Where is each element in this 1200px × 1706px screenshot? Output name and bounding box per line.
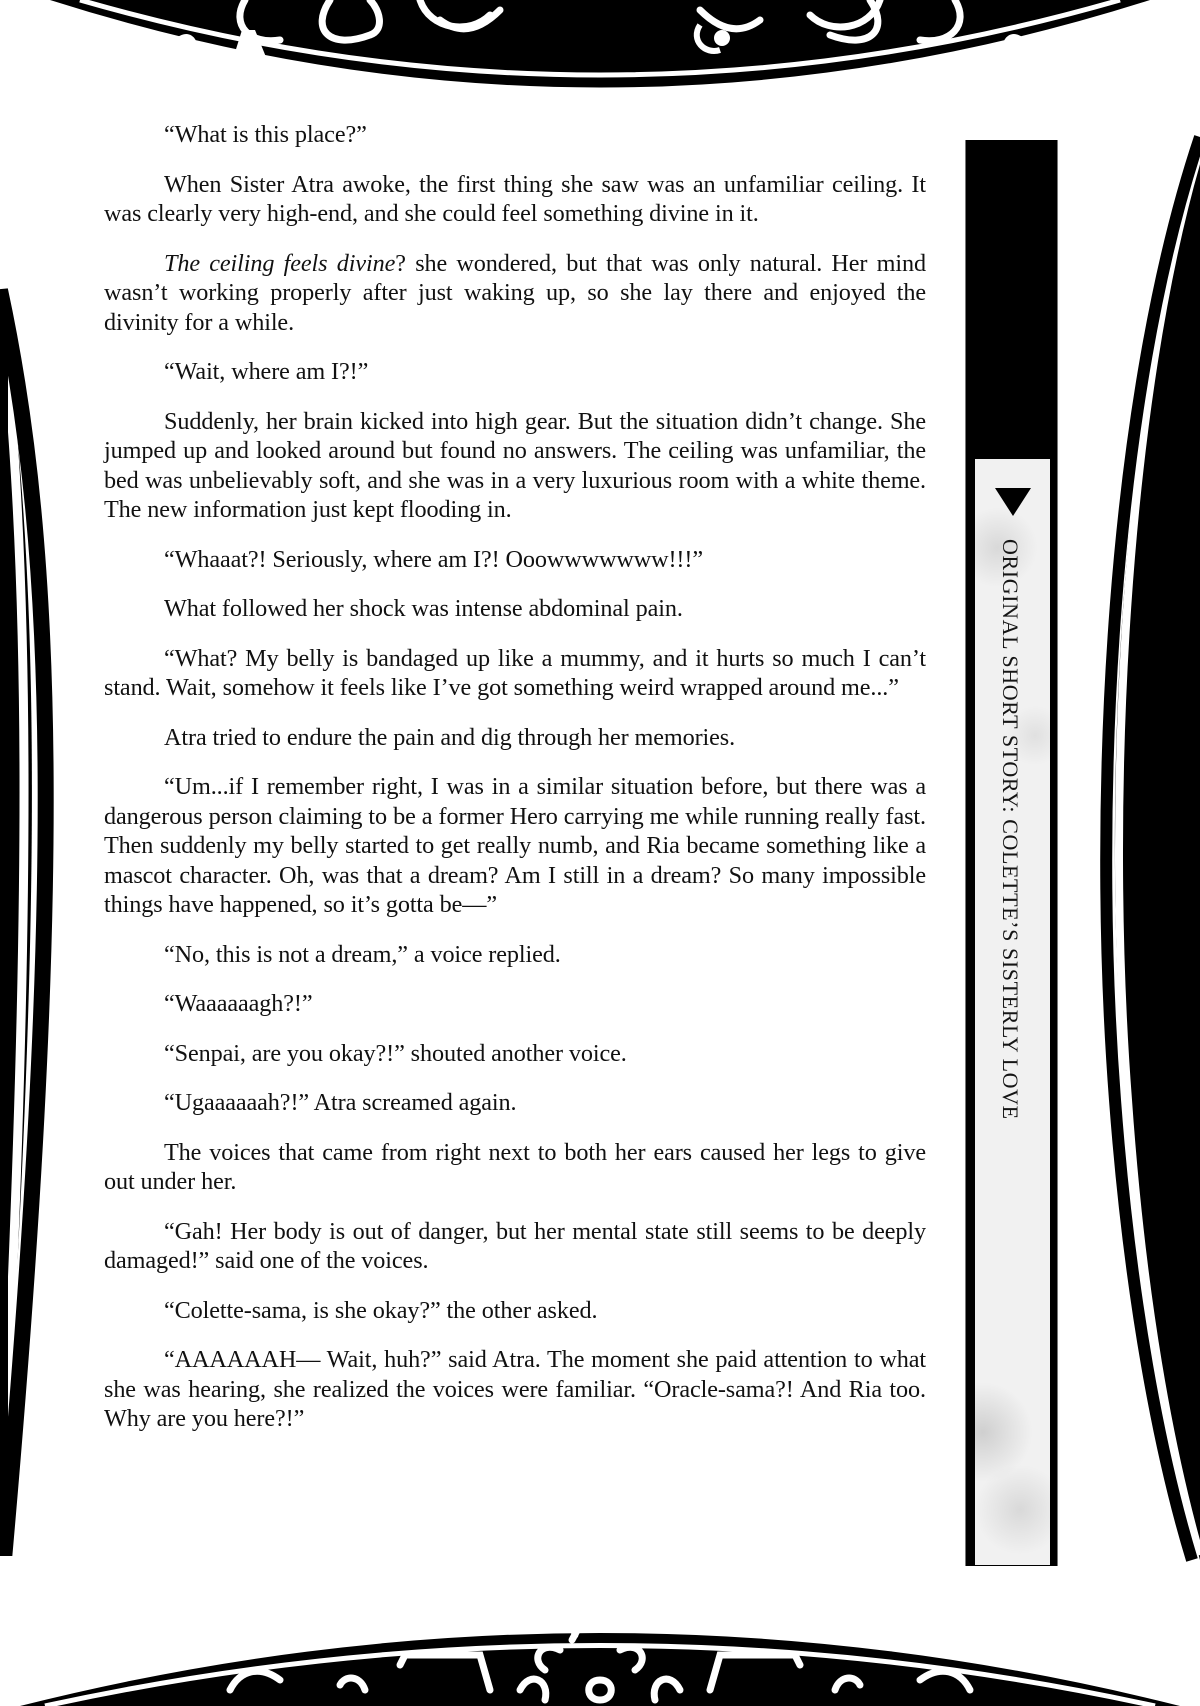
paragraph-4: “Wait, where am I?!” [164,358,369,385]
paragraph-12: “Waaaaaagh?!” [164,990,313,1017]
story-text-column [104,120,926,1454]
paragraph-13: “Senpai, are you okay?!” shouted another voice. [164,1039,627,1067]
paragraph-14: “Ugaaaaaah?!” Atra screamed again. [164,1089,517,1116]
down-triangle-icon [995,488,1031,516]
top-ornament-icon [50,0,1150,88]
left-border-arc-icon [0,290,46,1548]
paragraph-9: Atra tried to endure the pain and dig through her memories. [164,723,736,751]
paragraph-15: The voices that came from right next to both her ears caused her legs to give out under her. [104,1138,926,1195]
paragraph-3 [104,249,926,338]
bottom-ornament-icon [20,1610,1180,1706]
chapter-label-panel [975,459,1050,1565]
italic-thought: The ceiling feels divine [164,249,396,277]
paragraph-6: “Whaaat?! Seriously, where am I?! Ooowwwwwww!!!” [164,545,703,573]
paragraph-16: “Gah! Her body is out of danger, but her mental state still seems to be deeply damaged!” said one of the voices. [104,1217,926,1274]
paragraph-3-rest: ? she wondered, but that was only natural. Her mind wasn’t working properly after just waking up, so she lay there and enjoyed the divinity for a while. [104,249,926,336]
paragraph-7: What followed her shock was intense abdominal pain. [164,595,683,622]
paragraph-18: “AAAAAAH— Wait, huh?” said Atra. The moment she paid attention to what she was hearing, she realized the voices were familiar. “Oracle-sama?! And Ria too. Why are you here?!” [104,1346,926,1432]
chapter-side-tab [965,140,1058,1566]
paragraph-11: “No, this is not a dream,” a voice replied. [164,940,561,968]
right-border-arc-icon [1106,137,1200,1560]
paragraph-10: “Um...if I remember right, I was in a similar situation before, but there was a dangerous person claiming to be a former Hero carrying me while running really fast. Then suddenly my belly started to get really numb, and Ria became something like a mascot character. Oh, was that a dream? Am I still in a dream? So many impossible things have happened, so it’s gotta be—” [104,773,926,918]
paragraph-17: “Colette-sama, is she okay?” the other asked. [164,1296,598,1324]
chapter-title-vertical: ORIGINAL SHORT STORY: COLETTE’S SISTERLY LOVE [998,539,1023,1120]
paragraph-5: Suddenly, her brain kicked into high gear. But the situation didn’t change. She jumped up and looked around but found no answers. The ceiling was unfamiliar, the bed was unbelievably soft, and she was in a very luxurious room with a white theme. The new information just kept flooding in. [104,407,926,523]
paragraph-2: When Sister Atra awoke, the first thing she saw was an unfamiliar ceiling. It was clearly very high-end, and she could feel something divine in it. [104,170,926,227]
paragraph-1: “What is this place?” [164,121,367,148]
paragraph-8: “What? My belly is bandaged up like a mummy, and it hurts so much I can’t stand. Wait, somehow it feels like I’ve got something weird wrapped around me...” [104,644,926,701]
